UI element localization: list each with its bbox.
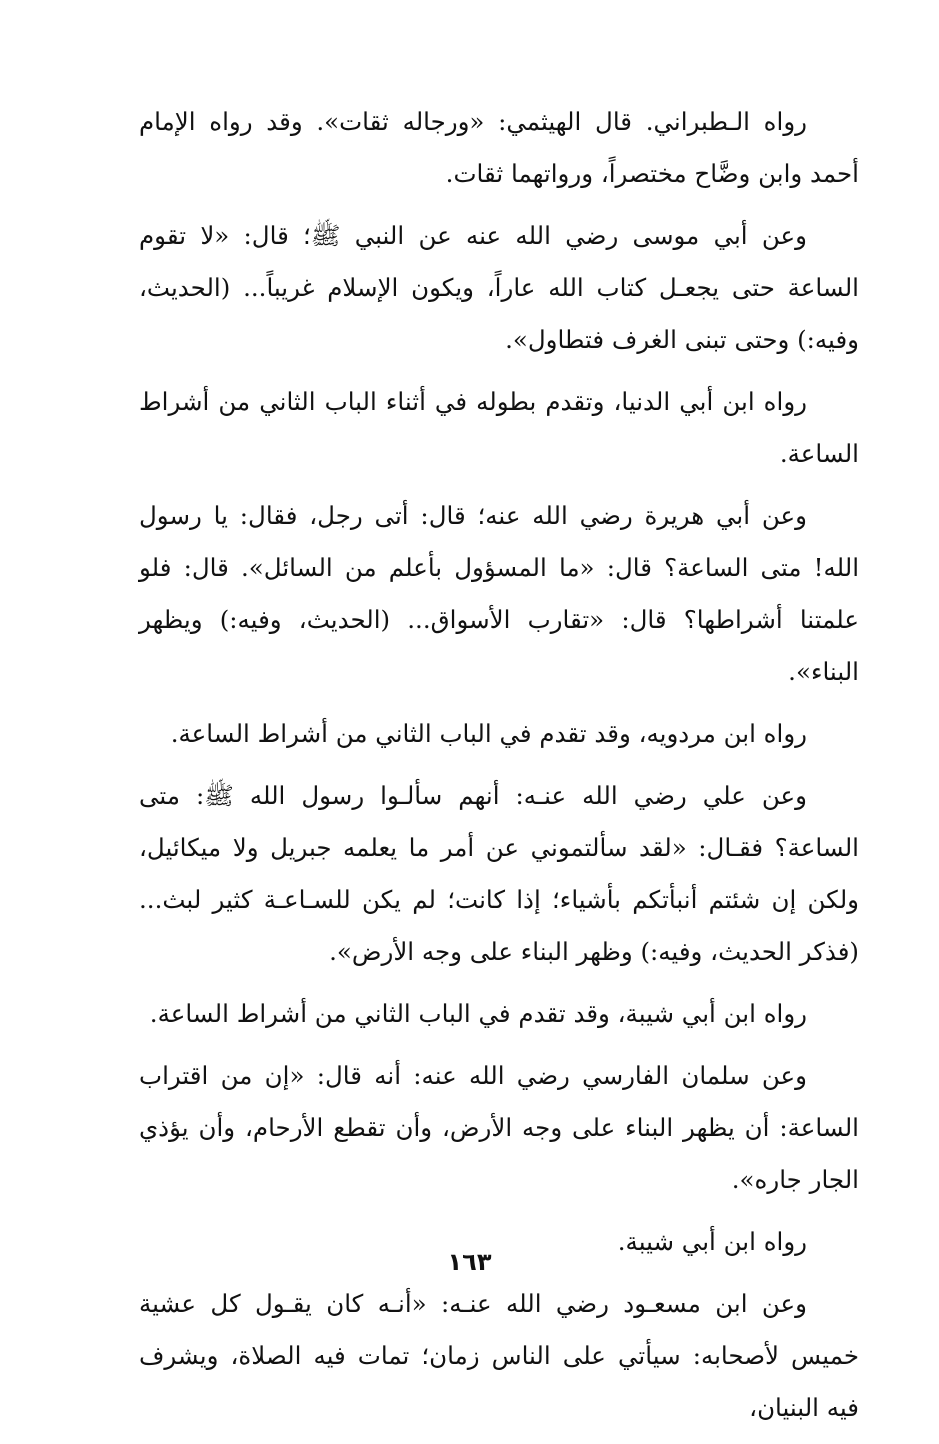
paragraph-10: وعن ابن مسعـود رضي الله عنـه: «أنـه كان يقـول كل عشية خميس لأصحابه: سيأتي على الناس زمان؛ تمات فيه الصلاة، ويشرف فيه البنيان، [139, 1289, 859, 1422]
paragraph-8: وعن سلمان الفارسي رضي الله عنه: أنه قال: «إن من اقتراب الساعة: أن يظهر البناء على وجه الأرض، وأن تقطع الأرحام، وأن يؤذي الجار جاره». [139, 1061, 859, 1194]
paragraph-9: رواه ابن أبي شيبة. [617, 1227, 807, 1256]
paragraph-4: وعن أبي هريرة رضي الله عنه؛ قال: أتى رجل، فقال: يا رسول الله! متى الساعة؟ قال: «ما المسؤول بأعلم من السائل». قال: فلو علمتنا أشراطها؟ قال: «تقارب الأسواق... (الحديث، وفيه:) ويظهر البناء». [139, 501, 859, 686]
page-body-text [139, 96, 859, 1444]
paragraph-7: رواه ابن أبي شيبة، وقد تقدم في الباب الثاني من أشراط الساعة. [149, 999, 807, 1028]
paragraph-3: رواه ابن أبي الدنيا، وتقدم بطوله في أثناء الباب الثاني من أشراط الساعة. [139, 387, 859, 468]
paragraph-6: وعن علي رضي الله عنـه: أنهم سألـوا رسول الله ﷺ: متى الساعة؟ فقـال: «لقد سألتموني عن أمر ما يعلمه جبريل ولا ميكائيل، ولكن إن شئتم أنبأتكم بأشياء؛ إذا كانت؛ لم يكن للسـاعـة كثير لبث... (فذكر الحديث، وفيه:) وظهر البناء على وجه الأرض». [139, 781, 859, 966]
page-number: ١٦٣ [447, 1248, 492, 1276]
paragraph-5: رواه ابن مردويه، وقد تقدم في الباب الثاني من أشراط الساعة. [170, 719, 807, 748]
paragraph-1: رواه الـطبراني. قال الهيثمي: «ورجاله ثقات». وقد رواه الإمام أحمد وابن وضَّاح مختصراً، ورواتهما ثقات. [139, 107, 859, 188]
paragraph-2: وعن أبي موسى رضي الله عنه عن النبي ﷺ؛ قال: «لا تقوم الساعة حتى يجعـل كتاب الله عاراً، ويكون الإسلام غريباً... (الحديث، وفيه:) وحتى تبنى الغرف فتطاول». [139, 221, 859, 354]
